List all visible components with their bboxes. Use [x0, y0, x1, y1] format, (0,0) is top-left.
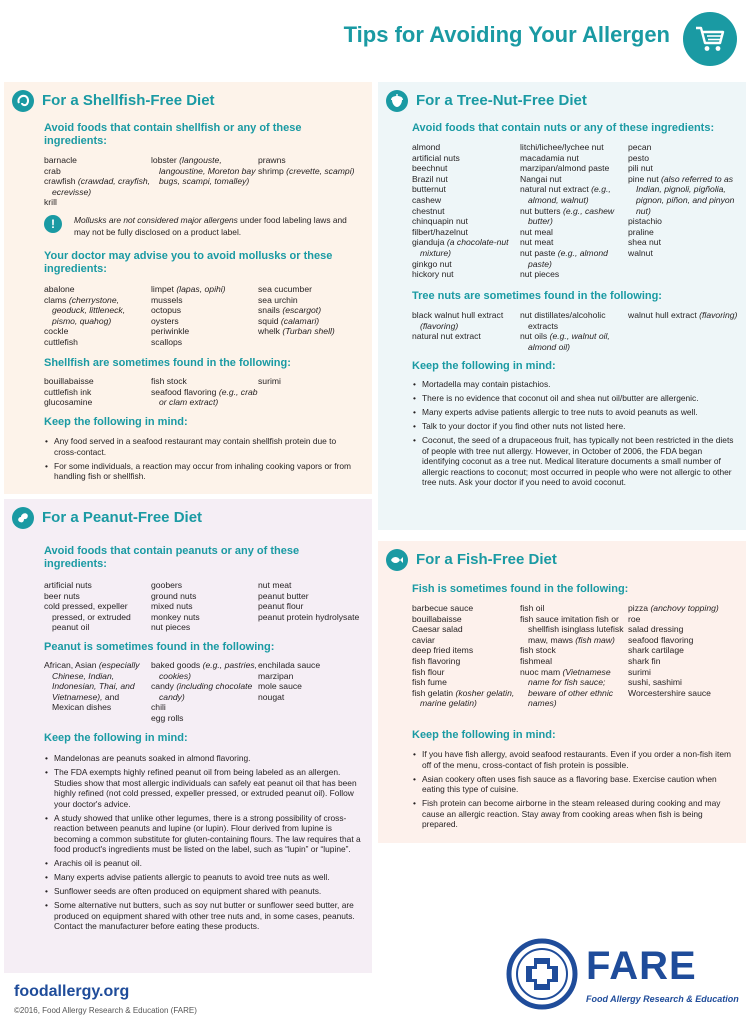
list-item: cuttlefish ink [44, 386, 92, 397]
list-item: periwinkle [151, 326, 190, 337]
list-item: filbert/hazelnut [412, 226, 468, 237]
list-column [520, 603, 628, 709]
list-item: fish flavoring [412, 655, 461, 666]
list-item: nut pieces [151, 622, 191, 633]
list-column [258, 284, 364, 348]
list-item: shark cartilage [628, 645, 684, 656]
list-item: pizza (anchovy topping) [628, 603, 719, 613]
list-item: cockle [44, 326, 69, 337]
list-item: pili nut [628, 163, 653, 174]
list-item: snails (escargot) [258, 305, 322, 316]
tree-nut-found-heading: Tree nuts are sometimes found in the following: [412, 290, 662, 302]
bullet-item: • Asian cookery often uses fish sauce as a flavoring base. Exercise caution when eating this type of cuisine. [412, 774, 738, 795]
list-item: peanut butter [258, 590, 309, 601]
list-item: glucosamine [44, 397, 93, 408]
list-column [628, 142, 740, 280]
list-item: enchilada sauce [258, 660, 321, 670]
list-column [412, 603, 520, 709]
list-item: mixed nuts [151, 601, 193, 612]
list-item: egg rolls [151, 712, 184, 723]
bullet-item: • Sunflower seeds are often produced on equipment shared with peanuts. [44, 886, 362, 897]
list-column [628, 603, 740, 709]
list-column [151, 580, 258, 633]
list-column [258, 155, 364, 208]
list-item: seafood flavoring [628, 634, 694, 645]
mollusk-notice [44, 214, 364, 240]
tree-nut-panel-title: For a Tree-Nut-Free Diet [416, 92, 587, 109]
list-column [258, 580, 364, 633]
list-item: mole sauce [258, 681, 302, 692]
bullet-item: • Many experts advise patients allergic to tree nuts to avoid peanuts as well. [412, 407, 738, 418]
shellfish-found-list [44, 376, 364, 408]
list-item: octopus [151, 305, 182, 316]
bullet-item: • A study showed that unlike other legumes, there is a strong possibility of cross-reaction between peanuts and lupine (or lupin). Flour derived from lupine is becoming a common substitute for gluten-containing flours. The law requires that a food product's ingredients must be listed on the label, such as “lupin” or “lupine”. [44, 813, 362, 855]
list-column [44, 155, 151, 208]
shellfish-free-panel [4, 82, 372, 494]
list-column [412, 310, 520, 352]
list-item: Caesar salad [412, 624, 463, 635]
list-item: macadamia nut [520, 152, 579, 163]
list-item: peanut protein hydrolysate [258, 611, 360, 622]
peanut-panel-title: For a Peanut-Free Diet [42, 509, 203, 526]
tree-nut-avoid-list [412, 142, 740, 280]
fish-found-list [412, 603, 740, 709]
peanut-found-heading: Peanut is sometimes found in the following: [44, 641, 275, 653]
list-item: abalone [44, 284, 75, 294]
shrimp-icon [12, 90, 34, 112]
list-item: oysters [151, 315, 179, 326]
list-column [151, 376, 258, 408]
fare-logo-tagline: Food Allergy Research & Education [586, 994, 739, 1004]
list-item: Worcestershire sauce [628, 687, 711, 698]
fish-panel-title: For a Fish-Free Diet [416, 551, 557, 568]
list-item: fish flour [412, 666, 445, 677]
peanut-avoid-list [44, 580, 364, 633]
page-title: Tips for Avoiding Your Allergen [343, 22, 670, 47]
list-item: fish sauce imitation fish or shellfish isinglass lutefisk maw, maws (fish maw) [520, 613, 624, 645]
fare-logo-icon [506, 938, 578, 1010]
list-item: mussels [151, 294, 183, 305]
list-item: nut meat [258, 580, 292, 590]
fish-keep-heading: Keep the following in mind: [412, 729, 556, 741]
list-item: pistachio [628, 216, 662, 227]
list-item: pesto [628, 152, 650, 163]
list-item: black walnut hull extract (flavoring) [412, 310, 504, 331]
list-item: bouillabaisse [412, 613, 462, 624]
list-item: beer nuts [44, 590, 80, 601]
list-item: nut oils (e.g., walnut oil, almond oil) [520, 331, 610, 352]
bullet-item: • If you have fish allergy, avoid seafood restaurants. Even if you order a non-fish item off of the menu, cross-contact of fish protein is possible. [412, 749, 738, 770]
list-column [520, 310, 628, 352]
shellfish-found-heading: Shellfish are sometimes found in the following: [44, 357, 291, 369]
list-item: artificial nuts [44, 580, 92, 590]
list-item: almond [412, 142, 441, 152]
list-item: fish gelatin (kosher gelatin, marine gelatin) [412, 687, 515, 709]
list-item: salad dressing [628, 624, 684, 635]
peanut-keep-list [44, 753, 362, 935]
list-item: scallops [151, 336, 183, 347]
list-item: African, Asian (especially Chinese, Indian, Indonesian, Thai, and Vietnamese), and Mexican dishes [44, 660, 140, 713]
list-item: nut paste (e.g., almond paste) [520, 247, 608, 269]
list-item: marzipan [258, 670, 294, 681]
tree-nut-free-panel [378, 82, 746, 530]
peanut-avoid-heading: Avoid foods that contain peanuts or any of these ingredients: [44, 545, 300, 570]
fare-logo-wordmark: FARE [586, 944, 697, 988]
list-column [44, 580, 151, 633]
bullet-item: • Mandelonas are peanuts soaked in almond flavoring. [44, 753, 362, 764]
list-item: barnacle [44, 155, 77, 165]
list-item: nuoc mam (Vietnamese name for fish sauce; beware of other ethnic names) [520, 666, 614, 709]
fish-found-heading: Fish is sometimes found in the following: [412, 583, 629, 595]
list-item: shea nut [628, 237, 661, 248]
list-item: praline [628, 226, 654, 237]
list-item: deep fried items [412, 645, 474, 656]
list-item: beechnut [412, 163, 448, 174]
exclamation-icon: ! [44, 215, 62, 233]
peanut-icon [12, 507, 34, 529]
list-item: prawns [258, 155, 286, 165]
tree-nut-keep-list [412, 379, 738, 491]
bullet-item: • Talk to your doctor if you find other nuts not listed here. [412, 421, 738, 432]
list-item: nut butters (e.g., cashew butter) [520, 205, 615, 227]
list-item: chili [151, 702, 166, 713]
bullet-item: • Any food served in a seafood restaurant may contain shellfish protein due to cross-contact. [44, 436, 360, 457]
list-item: cold pressed, expeller pressed, or extruded peanut oil [44, 601, 131, 633]
list-item: gianduja (a chocolate-nut mixture) [412, 237, 509, 258]
list-item: natural nut extract (e.g., almond, walnut) [520, 184, 611, 205]
list-item: artificial nuts [412, 152, 460, 163]
list-item: nut meat [520, 237, 554, 248]
list-item: surimi [258, 376, 281, 386]
list-column [412, 142, 520, 280]
shellfish-avoid-list [44, 155, 364, 208]
list-item: pine nut (also referred to as Indian, pignoli, pigñolia, pignon, piñon, and pinyon nut) [628, 173, 735, 216]
list-item: caviar [412, 634, 435, 645]
notice-text: under food labeling laws and may not be fully disclosed on a product label. [74, 215, 347, 237]
list-item: crawfish (crawdad, crayfish, ecrevisse) [44, 176, 151, 197]
list-item: clams (cherrystone, geoduck, littleneck, pismo, quahog) [44, 294, 126, 326]
list-column [258, 660, 364, 724]
list-item: seafood flavoring (e.g., crab or clam extract) [151, 386, 258, 408]
list-column [151, 155, 258, 208]
list-item: whelk (Turban shell) [258, 326, 335, 337]
bullet-item: • The FDA exempts highly refined peanut oil from being labeled as an allergen. Studies show that most allergic individuals can safely eat peanut oil that has been highly refined (not cold pressed, expeller pressed, or extruded peanut oil). Follow your doctor's advice. [44, 767, 362, 809]
list-item: Brazil nut [412, 173, 448, 184]
list-item: fishmeal [520, 655, 552, 666]
list-item: fish fume [412, 677, 447, 688]
list-item: pecan [628, 142, 652, 152]
list-item: shrimp (crevette, scampi) [258, 165, 355, 176]
tree-nut-avoid-heading: Avoid foods that contain nuts or any of these ingredients: [412, 122, 715, 134]
list-item: bouillabaisse [44, 376, 94, 386]
list-item: fish stock [151, 376, 187, 386]
list-item: hickory nut [412, 269, 454, 280]
list-item: ground nuts [151, 590, 197, 601]
peanut-keep-heading: Keep the following in mind: [44, 732, 188, 744]
list-item: sea urchin [258, 294, 298, 305]
list-item: chinquapin nut [412, 216, 468, 227]
list-item: baked goods (e.g., pastries, cookies) [151, 660, 258, 681]
bullet-item: • Some alternative nut butters, such as soy nut butter or sunflower seed butter, are produced on equipment shared with other tree nuts and, in some cases, peanuts. Contact the manufacturer before eating these products. [44, 900, 362, 932]
list-item: surimi [628, 666, 651, 677]
list-item: crab [44, 165, 61, 176]
fish-free-panel [378, 541, 746, 843]
list-item: candy (including chocolate candy) [151, 681, 253, 702]
list-column [44, 376, 151, 408]
list-column [44, 660, 151, 724]
list-item: cuttlefish [44, 336, 78, 347]
notice-emphasis: Mollusks are not considered major allergens [74, 215, 238, 225]
list-item: Nangai nut [520, 173, 562, 184]
bullet-item: • Mortadella may contain pistachios. [412, 379, 738, 390]
tree-nut-keep-heading: Keep the following in mind: [412, 360, 556, 372]
list-item: nougat [258, 691, 285, 702]
list-item: sushi, sashimi [628, 677, 682, 688]
list-column [151, 284, 258, 348]
list-item: peanut flour [258, 601, 304, 612]
list-item: krill [44, 197, 57, 208]
mollusk-list [44, 284, 364, 348]
list-item: monkey nuts [151, 611, 200, 622]
list-item: sea cucumber [258, 284, 312, 294]
list-item: cashew [412, 194, 442, 205]
list-item: natural nut extract [412, 331, 481, 342]
bullet-item: • Many experts advise patients allergic to peanuts to avoid tree nuts as well. [44, 872, 362, 883]
website-link[interactable]: foodallergy.org [14, 983, 130, 1000]
list-item: nut distillates/alcoholic extracts [520, 310, 606, 331]
list-item: nut meal [520, 226, 553, 237]
list-column [258, 376, 364, 408]
list-item: butternut [412, 184, 446, 195]
list-item: goobers [151, 580, 183, 590]
mollusk-heading: Your doctor may advise you to avoid mollusks or these ingredients: [44, 250, 333, 275]
bullet-item: • Coconut, the seed of a drupaceous fruit, has typically not been restricted in the diets of people with tree nut allergy. However, in October of 2006, the FDA began identifying coconut as a tree nut. Medical literature documents a small number of allergic reactions to coconut; most occurred in people who were not allergic to other tree nuts. Ask your doctor if you need to avoid coconut. [412, 435, 738, 488]
list-item: fish oil [520, 603, 545, 613]
list-item: shark fin [628, 655, 661, 666]
list-item: squid (calamari) [258, 315, 320, 326]
list-item: walnut [628, 247, 653, 258]
shellfish-keep-heading: Keep the following in mind: [44, 416, 188, 428]
fish-keep-list [412, 749, 738, 833]
list-item: nut pieces [520, 269, 560, 280]
bullet-item: • There is no evidence that coconut oil and shea nut oil/butter are allergenic. [412, 393, 738, 404]
bullet-item: • Fish protein can become airborne in the steam released during cooking and may cause an allergic reaction. Stay away from cooking areas when fish is being prepared. [412, 798, 738, 830]
shellfish-panel-title: For a Shellfish-Free Diet [42, 92, 215, 109]
list-item: litchi/lichee/lychee nut [520, 142, 604, 152]
list-column [44, 284, 151, 348]
peanut-free-panel [4, 499, 372, 973]
list-item: marzipan/almond paste [520, 163, 610, 174]
acorn-icon [386, 90, 408, 112]
list-item: limpet (lapas, opihi) [151, 284, 226, 294]
shellfish-keep-list [44, 436, 360, 485]
list-item: roe [628, 613, 641, 624]
list-item: walnut hull extract (flavoring) [628, 310, 738, 320]
list-item: lobster (langouste, langoustine, Moreton bay bugs, scampi, tomalley) [151, 155, 256, 187]
shopping-cart-icon [683, 12, 737, 66]
list-column [520, 142, 628, 280]
bullet-item: • Arachis oil is peanut oil. [44, 858, 362, 869]
tree-nut-found-list [412, 310, 740, 352]
shellfish-avoid-heading: Avoid foods that contain shellfish or any of these ingredients: [44, 122, 302, 147]
list-item: barbecue sauce [412, 603, 474, 613]
fish-icon [386, 549, 408, 571]
bullet-item: • For some individuals, a reaction may occur from inhaling cooking vapors or from handling fish or shellfish. [44, 461, 360, 482]
peanut-found-list [44, 660, 364, 724]
copyright-text: ©2016, Food Allergy Research & Education (FARE) [14, 1006, 197, 1015]
list-item: fish stock [520, 645, 556, 656]
list-column [151, 660, 258, 724]
list-column [628, 310, 740, 352]
list-item: ginkgo nut [412, 258, 452, 269]
list-item: chestnut [412, 205, 445, 216]
